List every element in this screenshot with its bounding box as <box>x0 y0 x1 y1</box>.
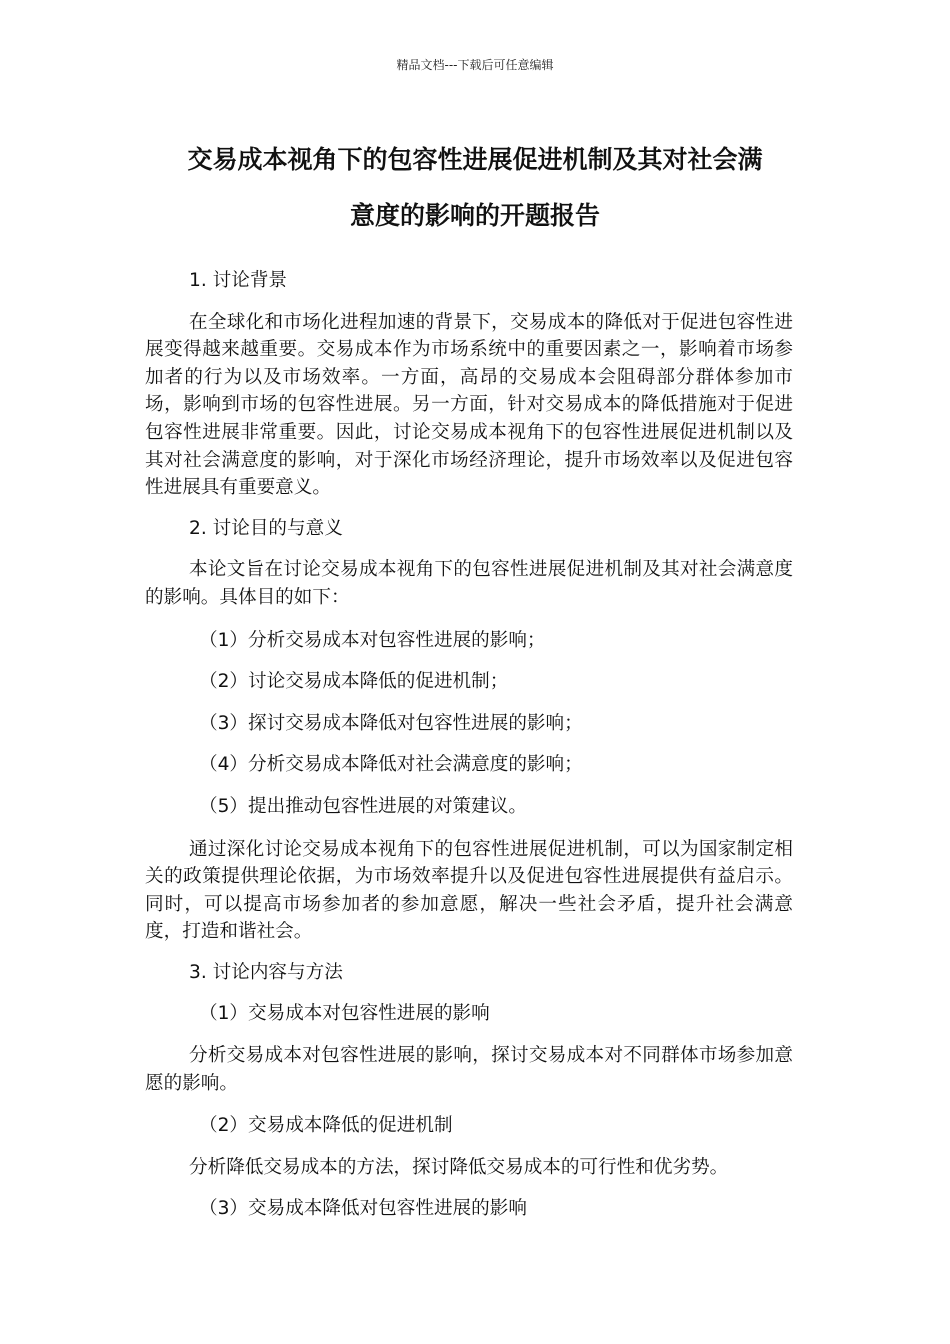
document-body <box>145 267 793 1223</box>
subsection-1-text: 分析交易成本对包容性进展的影响，探讨交易成本对不同群体市场参加意愿的影响。 <box>145 1045 793 1094</box>
section-1-paragraph: 在全球化和市场化进程加速的背景下，交易成本的降低对于促进包容性进展变得越来越重要。交易成本作为市场系统中的重要因素之一，影响着市场参加者的行为以及市场效率。一方面，高昂的交易成本会阻碍部分群体参加市场，影响到市场的包容性进展。另一方面，针对交易成本的降低措施对于促进包容性进展非常重要。因此，讨论交易成本视角下的包容性进展促进机制以及其对社会满意度的影响，对于深化市场经济理论，提升市场效率以及促进包容性进展具有重要意义。 <box>145 311 793 499</box>
title-line-1: 交易成本视角下的包容性进展促进机制及其对社会满 <box>187 145 763 174</box>
document-title <box>145 132 805 244</box>
section-3-heading: 3. 讨论内容与方法 <box>189 961 343 983</box>
section-1-heading: 1. 讨论背景 <box>189 270 288 291</box>
section-2-paragraph-2: 通过深化讨论交易成本视角下的包容性进展促进机制，可以为国家制定相关的政策提供理论依据，为市场效率提升以及促进包容性进展提供有益启示。同时，可以提高市场参加者的参加意愿，解决一些社会矛盾，提升社会满意度，打造和谐社会。 <box>145 838 793 943</box>
objective-item-1: （1）分析交易成本对包容性进展的影响； <box>199 629 546 651</box>
objective-item-3: （3）探讨交易成本降低对包容性进展的影响； <box>199 712 583 734</box>
section-2-paragraph-1: 本论文旨在讨论交易成本视角下的包容性进展促进机制及其对社会满意度的影响。具体目的如下： <box>145 559 793 608</box>
subsection-2-title: （2）交易成本降低的促进机制 <box>199 1115 453 1137</box>
objective-item-5: （5）提出推动包容性进展的对策建议。 <box>199 795 527 817</box>
title-line-2: 意度的影响的开题报告 <box>349 201 600 230</box>
subsection-3-title: （3）交易成本降低对包容性进展的影响 <box>199 1198 527 1220</box>
subsection-1-title: （1）交易成本对包容性进展的影响 <box>199 1003 490 1025</box>
section-2-heading: 2. 讨论目的与意义 <box>189 517 343 539</box>
objective-item-4: （4）分析交易成本降低对社会满意度的影响； <box>199 754 583 776</box>
page-header-note: 精品文档---下载后可任意编辑 <box>396 58 554 72</box>
objective-item-2: （2）讨论交易成本降低的促进机制； <box>199 671 509 693</box>
subsection-2-text: 分析降低交易成本的方法，探讨降低交易成本的可行性和优劣势。 <box>189 1156 729 1178</box>
